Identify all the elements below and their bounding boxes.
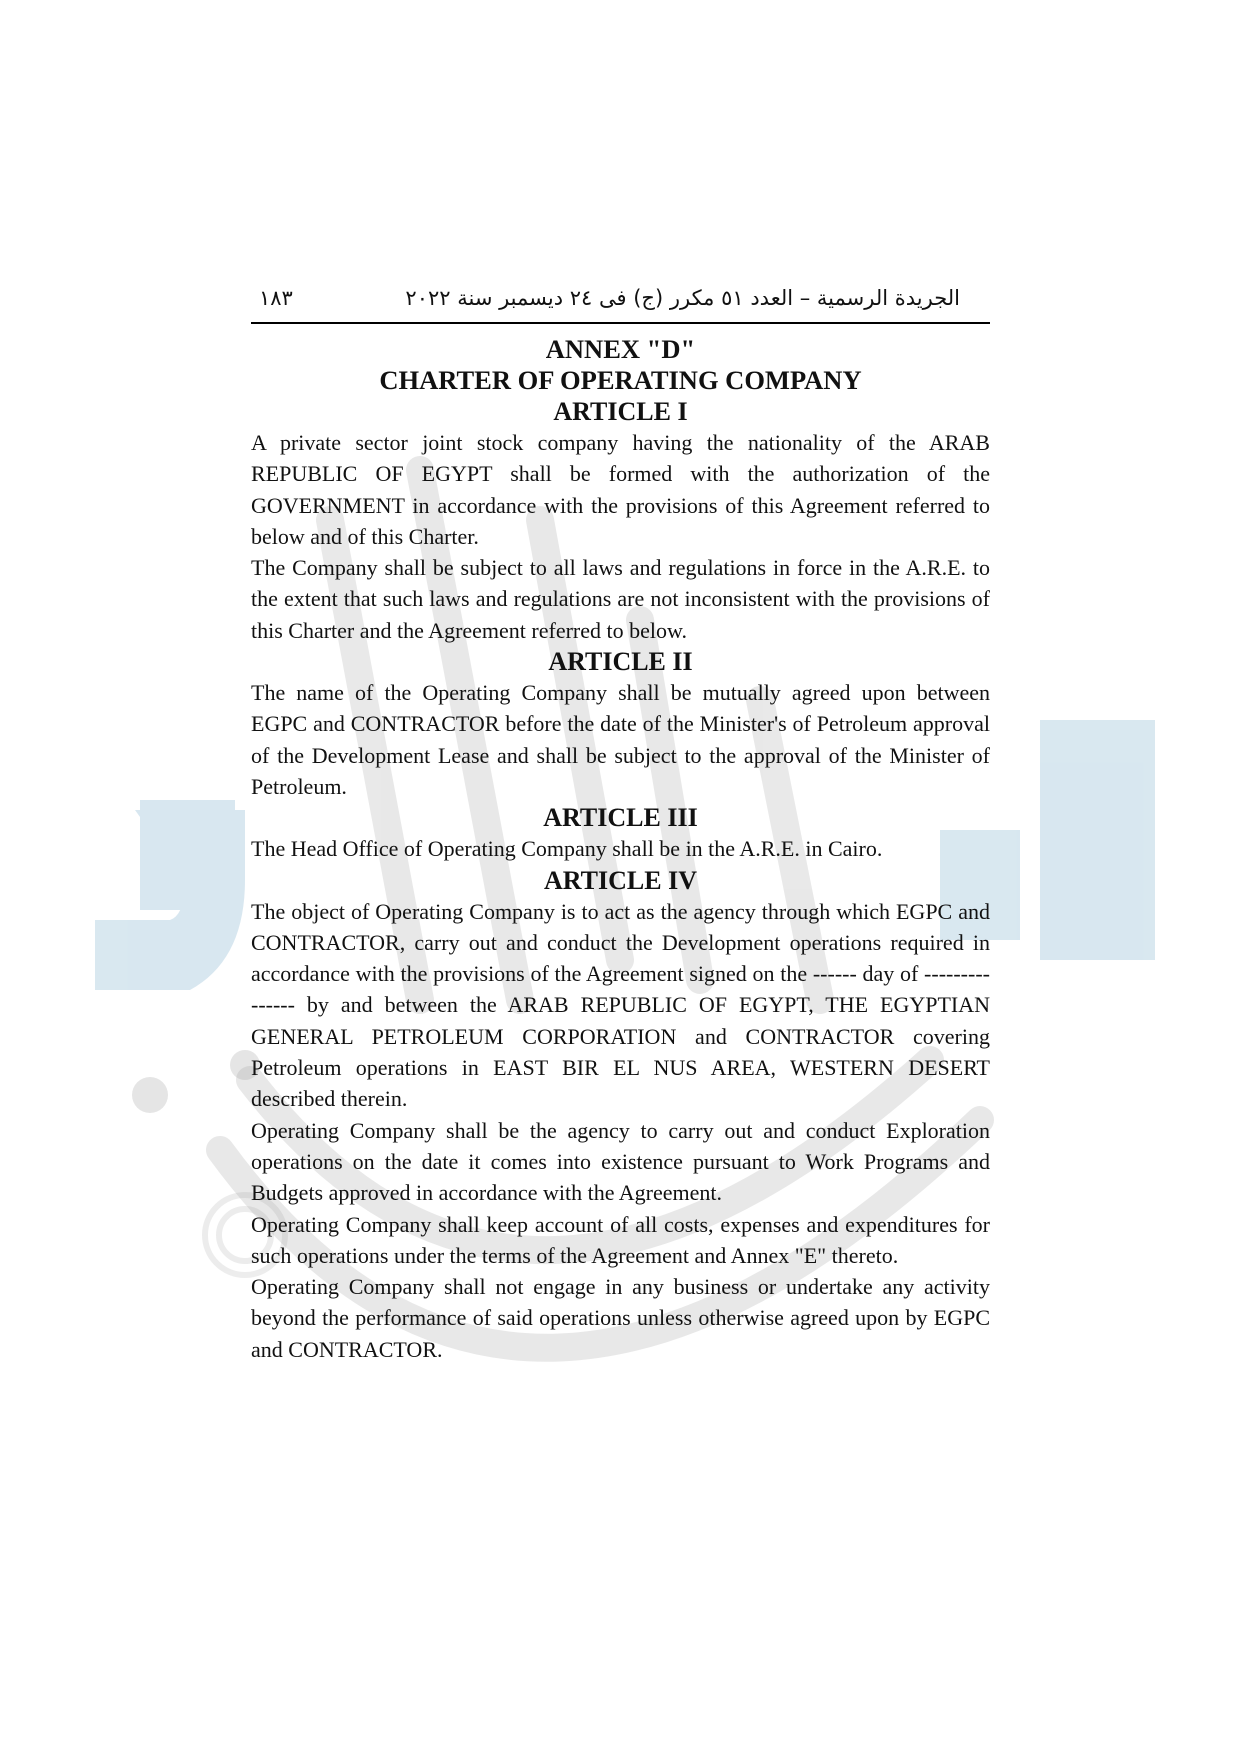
article-2 (251, 646, 990, 802)
article-paragraph: Operating Company shall be the agency to carry out and conduct Exploration operations on the date it comes into existence pursuant to Work Programs and Budgets approved in accordance with the Agreement. (251, 1117, 990, 1206)
page-number: ١٨٣ (259, 286, 293, 310)
watermark-dots (132, 1050, 260, 1113)
gazette-title: الجريدة الرسمية – العدد ٥١ مكرر (ج) فى ٢٤ ديسمبر سنة ٢٠٢٢ (405, 286, 960, 310)
article-paragraph: The object of Operating Company is to act as the agency through which EGPC and CONTRACTOR, carry out and conduct the Development operations required in accordance with the provisions of the Agreement signed on the ------ day of --------------- by and between the ARAB REPUBLIC OF EGYPT, THE EGYPTIAN GENERAL PETROLEUM CORPORATION and CONTRACTOR covering Petroleum operations in EAST BIR EL NUS AREA, WESTERN DESERT described therein. (251, 898, 990, 1112)
article-heading: ARTICLE II (548, 647, 693, 677)
article-paragraph: The name of the Operating Company shall be mutually agreed upon between EGPC and CONTRACTOR before the date of the Minister's of Petroleum approval of the Development Lease and shall be subject to the approval of the Minister of Petroleum. (251, 680, 990, 799)
article-heading: ARTICLE III (543, 803, 698, 833)
annex-label: ANNEX "D" (545, 334, 696, 364)
annex-title-block (251, 334, 990, 396)
gazette-header (251, 286, 990, 324)
charter-title: CHARTER OF OPERATING COMPANY (379, 365, 862, 395)
article-heading: ARTICLE IV (544, 865, 697, 895)
article-4 (251, 865, 990, 1365)
article-paragraph: Operating Company shall not engage in any business or undertake any activity beyond the performance of said operations unless otherwise agreed upon by EGPC and CONTRACTOR. (251, 1274, 990, 1362)
article-paragraph: A private sector joint stock company having the nationality of the ARAB REPUBLIC OF EGYPT shall be formed with the authorization of the GOVERNMENT in accordance with the provisions of this Agreement referred to below and of this Charter. (251, 430, 990, 549)
article-3 (251, 802, 990, 864)
document-page (251, 286, 990, 1365)
article-paragraph: Operating Company shall keep account of all costs, expenses and expenditures for such operations under the terms of the Agreement and Annex "E" thereto. (251, 1211, 990, 1268)
article-1 (251, 396, 990, 646)
article-paragraph: The Head Office of Operating Company shall be in the A.R.E. in Cairo. (251, 836, 883, 862)
article-paragraph: The Company shall be subject to all laws and regulations in force in the A.R.E. to the extent that such laws and regulations are not inconsistent with the provisions of this Charter and the Agreement referred to below. (251, 555, 990, 643)
article-heading: ARTICLE I (553, 397, 688, 426)
